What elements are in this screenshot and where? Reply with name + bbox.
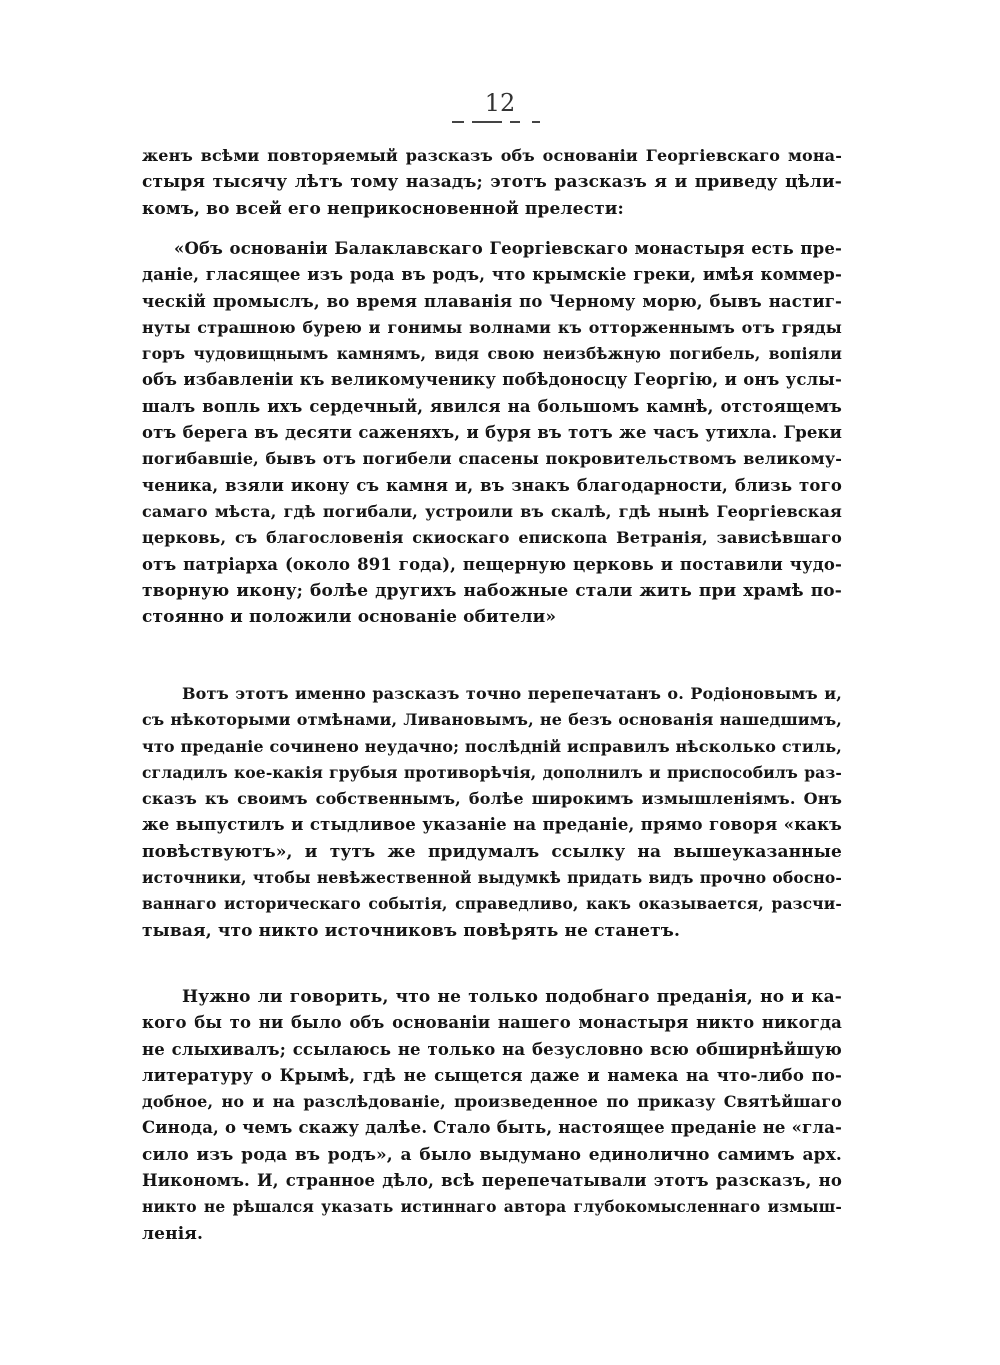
text-line: Нужно ли говорить, что не только подобнаго преданія, но и ка-: [182, 987, 842, 1007]
text-line: литературу о Крымѣ, гдѣ не сыщется даже и намека на что-либо по-: [142, 1065, 842, 1085]
text-line: повѣствуютъ», и тутъ же придумалъ ссылку на вышеуказанные: [142, 841, 842, 862]
text-line: добное, но и на разслѣдованіе, произведенное по приказу Святѣйшаго: [142, 1092, 842, 1112]
text-line: стыря тысячу лѣтъ тому назадъ; этотъ разсказъ я и приведу цѣли-: [142, 172, 842, 193]
text-line: объ избавленіи къ великомученику побѣдоносцу Георгію, и онъ услы-: [142, 370, 842, 390]
paragraph-2: [142, 681, 842, 944]
text-line: никто не рѣшался указать истиннаго автора глубокомысленнаго измыш-: [142, 1197, 842, 1217]
text-line: отъ патріарха (около 891 года), пещерную церковь и поставили чудо-: [142, 554, 842, 574]
text-line: церковь, съ благословенія скиоскаго епископа Ветранія, зависѣвшаго: [142, 528, 842, 548]
text-line: творную икону; болѣе другихъ набожные стали жить при храмѣ по-: [142, 580, 842, 601]
text-line: источники, чтобы невѣжественной выдумкѣ придать видъ прочно обосно-: [142, 868, 842, 888]
quote-paragraph: [142, 236, 842, 630]
text-line: шалъ вопль ихъ сердечный, явился на большомъ камнѣ, отстоящемъ: [142, 396, 842, 416]
text-line: съ нѣкоторыми отмѣнами, Ливановымъ, не безъ основанія нашедшимъ,: [142, 710, 842, 730]
text-line: Вотъ этотъ именно разсказъ точно перепечатанъ о. Родіоновымъ и,: [182, 684, 842, 703]
text-line: стоянно и положили основаніе обители»: [142, 607, 557, 628]
text-line: нуты страшною бурею и гонимы волнами къ отторженнымъ отъ гряды: [142, 317, 842, 337]
paragraph-3: [142, 984, 842, 1247]
text-line: погибавшіе, бывъ отъ погибели спасены покровительствомъ великому-: [142, 449, 842, 469]
page-number-underline: [452, 121, 542, 125]
text-line: сило изъ рода въ родъ», а было выдумано единолично самимъ арх.: [142, 1144, 842, 1165]
text-line: «Объ основаніи Балаклавскаго Георгіевскаго монастыря есть пре-: [174, 239, 842, 258]
text-line: Синода, о чемъ скажу далѣе. Стало быть, настоящее преданіе не «гла-: [142, 1118, 842, 1138]
text-line: женъ всѣми повторяемый разсказъ объ основаніи Георгіевскаго мона-: [142, 146, 842, 165]
page-number: 12: [484, 89, 516, 117]
text-line: комъ, во всей его неприкосновенной прелести:: [142, 198, 624, 219]
text-line: кого бы то ни было объ основаніи нашего монастыря никто никогда: [142, 1013, 842, 1033]
text-line: ченика, взяли икону съ камня и, въ знакъ благодарности, близь того: [142, 475, 842, 495]
text-line: ческій промыслъ, во время плаванія по Черному морю, бывъ настиг-: [142, 291, 842, 311]
text-line: ваннаго историческаго событія, справедливо, какъ оказывается, разсчи-: [142, 894, 842, 914]
text-line: сгладилъ кое-какія грубыя противорѣчія, дополнилъ и приспособилъ раз-: [142, 762, 842, 782]
text-line: не слыхивалъ; ссылаюсь не только на безусловно всю обширнѣйшую: [142, 1039, 842, 1059]
text-line: даніе, гласящее изъ рода въ родъ, что крымскіе греки, имѣя коммер-: [142, 265, 842, 285]
text-line: же выпустилъ и стыдливое указаніе на преданіе, прямо говоря «какъ: [142, 815, 842, 835]
text-line: что преданіе сочинено неудачно; послѣдній исправилъ нѣсколько стиль,: [142, 736, 842, 756]
text-line: ленія.: [142, 1223, 204, 1244]
text-line: Никономъ. И, странное дѣло, всѣ перепечатывали этотъ разсказъ, но: [142, 1171, 842, 1191]
text-line: самаго мѣста, гдѣ погибали, устроили въ скалѣ, гдѣ нынѣ Георгіевская: [142, 501, 842, 521]
text-line: отъ берега въ десяти саженяхъ, и буря въ тотъ же часъ утихла. Греки: [142, 423, 842, 443]
text-line: горъ чудовищнымъ камнямъ, видя свою неизбѣжную погибель, вопіяли: [142, 344, 842, 364]
text-line: сказъ къ своимъ собственнымъ, болѣе широкимъ измышленіямъ. Онъ: [142, 789, 842, 809]
intro-paragraph: [142, 143, 842, 222]
text-line: тывая, что никто источниковъ повѣрять не станетъ.: [142, 920, 681, 941]
